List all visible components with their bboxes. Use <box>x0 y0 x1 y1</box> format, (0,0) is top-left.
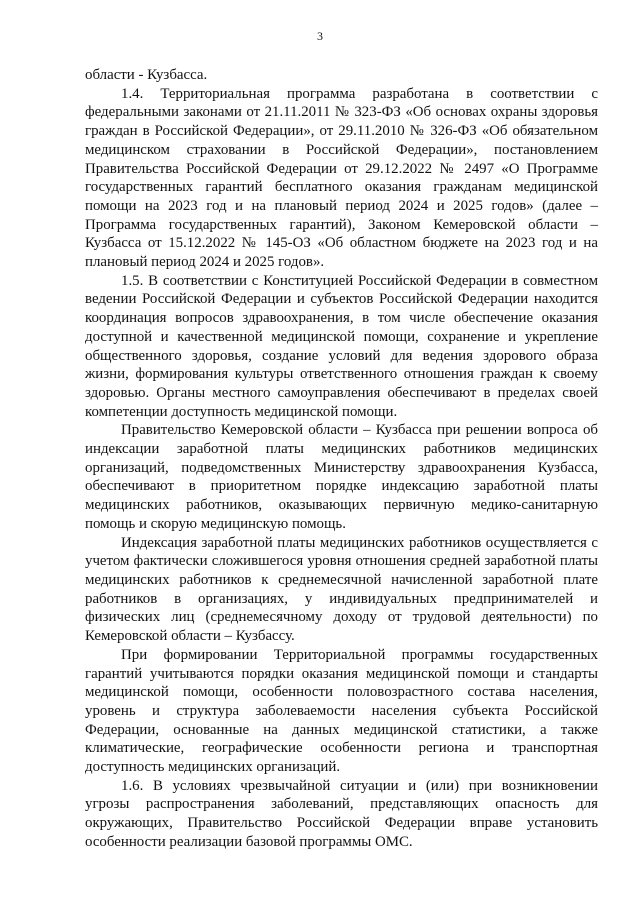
page-number: 3 <box>317 29 323 43</box>
paragraph-1-5: 1.5. В соответствии с Конституцией Российской Федерации в совместном ведении Российской Федерации и субъектов Российской Федерации находится координация вопросов здравоохранения, в том числе обеспечение оказания доступной и качественной медицинской помощи, сохранение и укрепление общественного здоровья, создание условий для ведения здорового образа жизни, формирования культуры ответственного отношения граждан к своему здоровью. Органы местного самоуправления обеспечивают в пределах своей компетенции доступность медицинской помощи. <box>85 272 598 420</box>
paragraph-continuation: области - Кузбасса. <box>85 67 208 83</box>
paragraph-salary-indexation-basis: Индексация заработной платы медицинских работников осуществляется с учетом фактически сложившегося уровня отношения средней заработной платы медицинских работников к среднемесячной начисленной заработной плате работников в организациях, у индивидуальных предпринимателей и физических лиц (среднемесячному доходу от трудовой деятельности) по Кемеровской области – Кузбассу. <box>85 534 598 645</box>
paragraph-salary-indexation-decision: Правительство Кемеровской области – Кузбасса при решении вопроса об индексации заработной платы медицинских работников медицинских организаций, подведомственных Министерству здравоохранения Кузбасса, обеспечивают в приоритетном порядке индексацию заработной платы медицинских работников, оказывающих первичную медико-санитарную помощь и скорую медицинскую помощь. <box>85 422 598 532</box>
paragraph-1-4: 1.4. Территориальная программа разработана в соответствии с федеральными законами от 21.11.2011 № 323-ФЗ «Об основах охраны здоровья граждан в Российской Федерации», от 29.11.2010 № 326-ФЗ «Об обязательном медицинском страховании в Российской Федерации», постановлением Правительства Российской Федерации от 29.12.2022 № 2497 «О Программе государственных гарантий бесплатного оказания гражданам медицинской помощи на 2023 год и на плановый период 2024 и 2025 годов» (далее – Программа государственных гарантий), Законом Кемеровской области – Кузбасса от 15.12.2022 № 145-ОЗ «Об областном бюджете на 2023 год и на плановый период 2024 и 2025 годов». <box>85 85 598 271</box>
paragraph-program-formation: При формировании Территориальной программы государственных гарантий учитываются порядки оказания медицинской помощи и стандарты медицинской помощи, особенности половозрастного состава населения, уровень и структура заболеваемости населения субъекта Российской Федерации, основанные на данных медицинской статистики, а также климатические, географические особенности региона и транспортная доступность медицинских организаций. <box>85 646 598 776</box>
document-body <box>85 66 598 852</box>
paragraph-1-6: 1.6. В условиях чрезвычайной ситуации и (или) при возникновении угрозы распространения заболеваний, представляющих опасность для окружающих, Правительство Российской Федерации вправе установить особенности реализации базовой программы ОМС. <box>85 777 598 850</box>
